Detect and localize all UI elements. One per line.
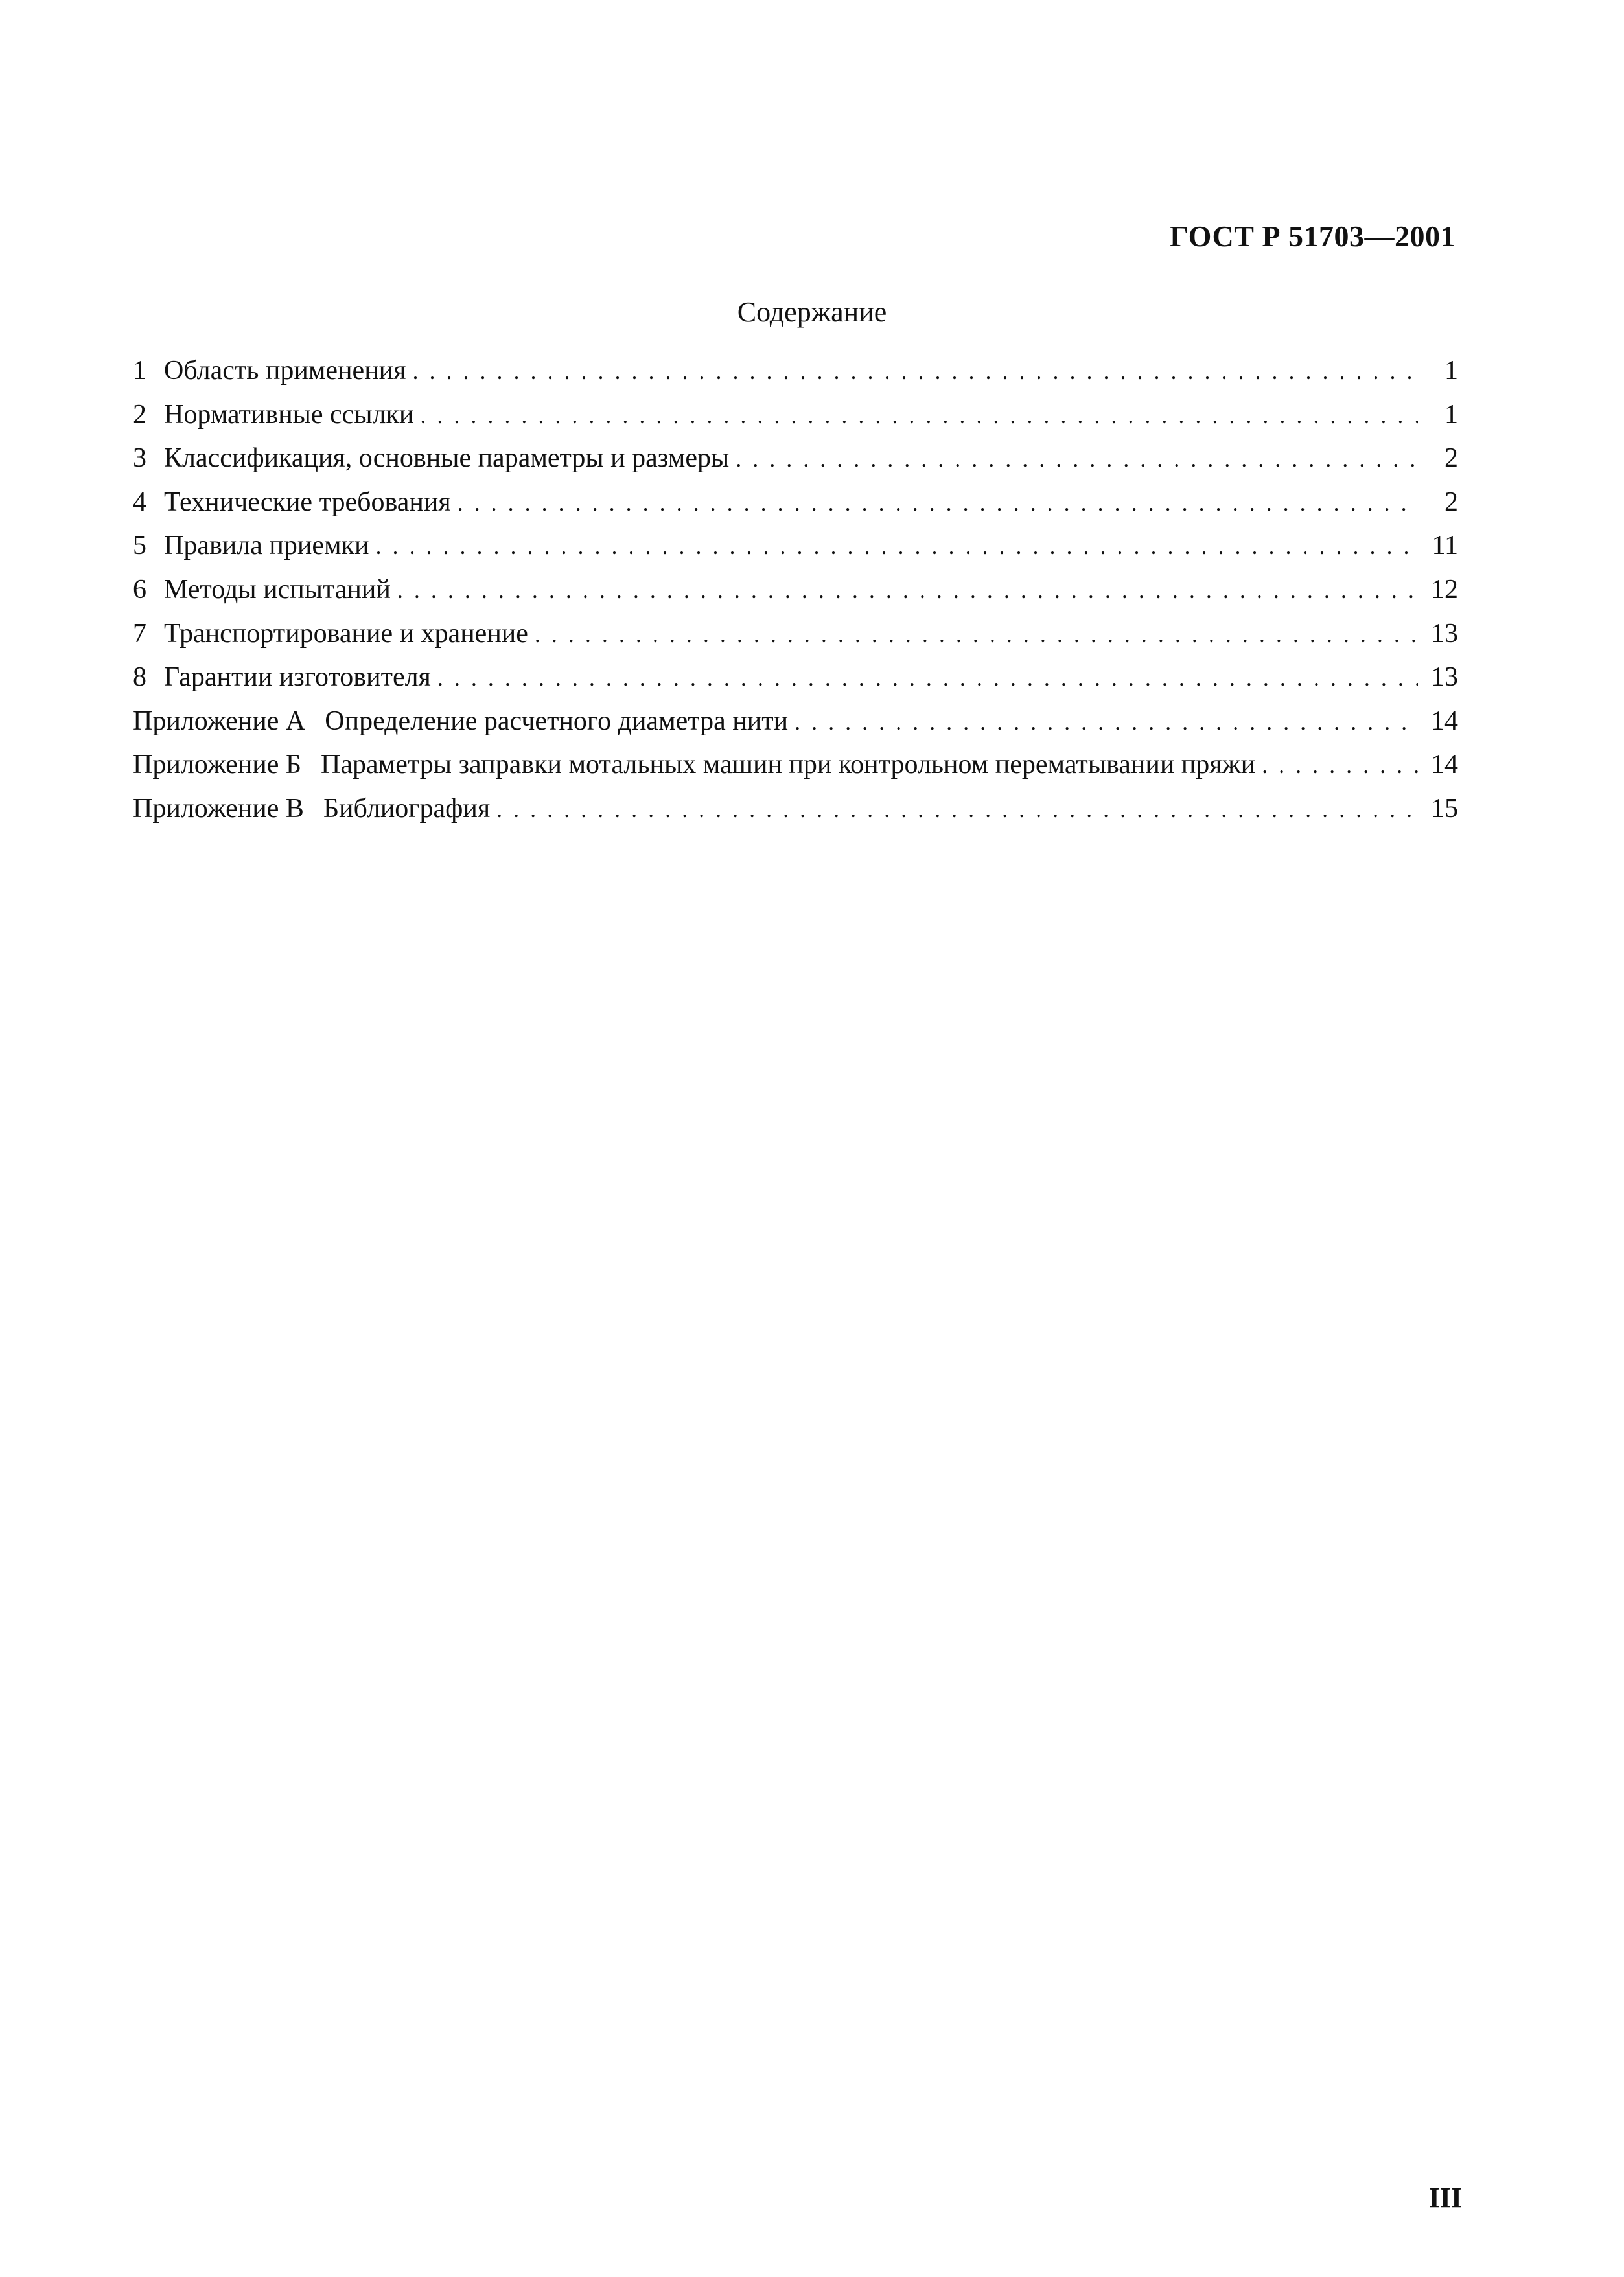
toc-entry-page: 14 xyxy=(1431,706,1458,736)
toc-appendix-prefix: Приложение Б xyxy=(133,750,302,780)
toc-entry-1[interactable] xyxy=(133,355,1458,399)
toc-entry-label: Методы испытаний xyxy=(164,574,391,605)
toc-entry-label: Определение расчетного диаметра нити xyxy=(325,706,789,736)
toc-entry-4[interactable] xyxy=(133,487,1458,531)
toc-entry-label: Гарантии изготовителя xyxy=(164,662,431,693)
toc-leader-dots xyxy=(535,621,1418,648)
toc-entry-8[interactable] xyxy=(133,662,1458,706)
toc-entry-number: 5 xyxy=(133,531,146,561)
page-number: III xyxy=(1428,2182,1462,2213)
toc-entry-page: 15 xyxy=(1431,793,1458,824)
document-code: ГОСТ Р 51703—2001 xyxy=(1170,220,1456,253)
toc-appendix-prefix: Приложение В xyxy=(133,793,304,824)
toc-entry-number: 2 xyxy=(133,399,146,430)
toc-leader-dots xyxy=(496,796,1418,823)
toc-entry-3[interactable] xyxy=(133,443,1458,487)
toc-entry-page: 12 xyxy=(1431,574,1458,605)
toc-entry-label: Классификация, основные параметры и размеры xyxy=(164,443,730,474)
toc-entry-number: 6 xyxy=(133,574,146,605)
toc-leader-dots xyxy=(437,664,1418,691)
toc-appendix-a[interactable] xyxy=(133,706,1458,750)
toc-title: Содержание xyxy=(737,296,887,328)
toc-entry-label: Нормативные ссылки xyxy=(164,399,414,430)
toc-entry-page: 1 xyxy=(1444,399,1458,430)
table-of-contents xyxy=(133,355,1458,837)
toc-entry-label: Библиография xyxy=(323,793,491,824)
toc-leader-dots xyxy=(375,533,1418,560)
toc-entry-label: Область применения xyxy=(164,356,406,386)
toc-leader-dots xyxy=(412,358,1418,385)
toc-entry-label: Параметры заправки мотальных машин при контрольном перематывании пряжи xyxy=(321,750,1256,780)
toc-entry-5[interactable] xyxy=(133,530,1458,574)
toc-entry-label: Технические требования xyxy=(164,487,451,517)
toc-entry-page: 11 xyxy=(1432,531,1458,561)
toc-entry-page: 2 xyxy=(1444,443,1458,474)
toc-entry-number: 1 xyxy=(133,356,146,386)
toc-entry-number: 3 xyxy=(133,443,146,474)
toc-entry-page: 1 xyxy=(1444,356,1458,386)
toc-entry-label: Правила приемки xyxy=(164,531,369,561)
toc-entry-label: Транспортирование и хранение xyxy=(164,618,528,649)
toc-entry-2[interactable] xyxy=(133,399,1458,443)
toc-leader-dots xyxy=(420,402,1418,429)
toc-appendix-b[interactable] xyxy=(133,749,1458,793)
toc-entry-page: 14 xyxy=(1431,750,1458,780)
toc-entry-page: 2 xyxy=(1444,487,1458,517)
toc-entry-page: 13 xyxy=(1431,662,1458,693)
toc-leader-dots xyxy=(397,577,1418,604)
toc-leader-dots xyxy=(736,445,1418,472)
toc-entry-number: 7 xyxy=(133,618,146,649)
toc-entry-7[interactable] xyxy=(133,618,1458,662)
toc-entry-6[interactable] xyxy=(133,574,1458,618)
toc-entry-page: 13 xyxy=(1431,618,1458,649)
toc-entry-number: 4 xyxy=(133,487,146,517)
toc-appendix-v[interactable] xyxy=(133,793,1458,837)
toc-leader-dots xyxy=(795,708,1418,735)
toc-leader-dots xyxy=(1262,752,1418,779)
toc-appendix-prefix: Приложение А xyxy=(133,706,306,736)
toc-entry-number: 8 xyxy=(133,662,146,693)
toc-leader-dots xyxy=(458,489,1418,516)
